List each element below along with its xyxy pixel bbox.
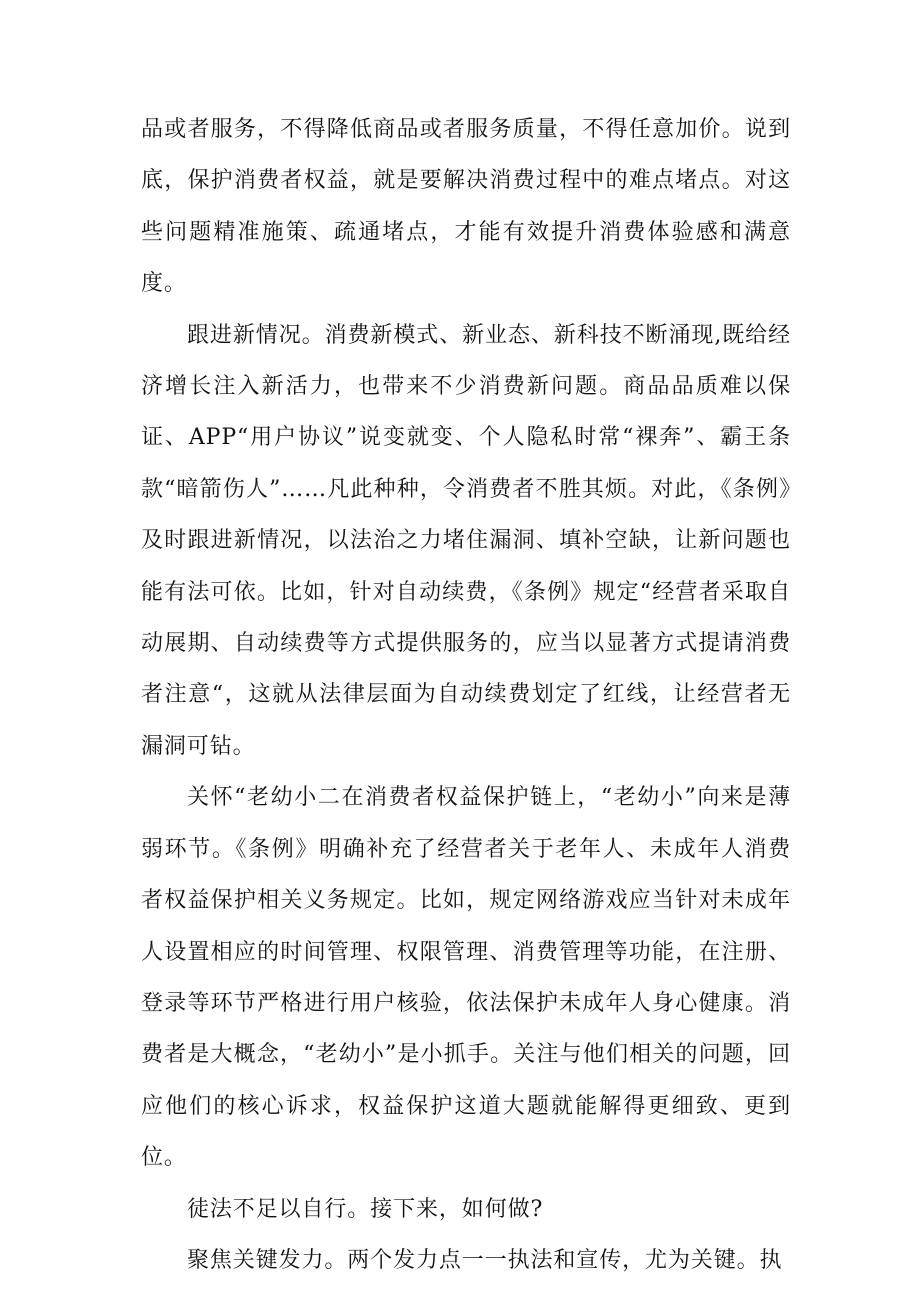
paragraph-law-alone-insufficient: 徒法不足以自行。接下来，如何做? (187, 1196, 544, 1222)
paragraph-care-for-elderly-and-young: 关怀“老幼小二在消费者权益保护链上，“老幼小”向来是薄弱环节。《条例》明确补充了经营者关于老年人、未成年人消费者权益保护相关义务规定。比如，规定网络游戏应当针对未成年人设置相应的时间管理、权限管理、消费管理等功能，在注册、登录等环节严格进行用户核验，依法保护未成年人身心健康。消费者是大概念，“老幼小”是小抓手。关注与他们相关的问题，回应他们的核心诉求，权益保护这道大题就能解得更细致、更到位。 (141, 785, 791, 1171)
document-body (141, 104, 791, 1286)
paragraph-continuation: 品或者服务，不得降低商品或者服务质量，不得任意加价。说到底，保护消费者权益，就是要解决消费过程中的难点堵点。对这些问题精准施策、疏通堵点，才能有效提升消费体验感和满意度。 (141, 117, 791, 297)
paragraph-focus-key-efforts: 聚焦关键发力。两个发力点一一执法和宣传，尤为关键。执 (187, 1247, 783, 1273)
paragraph-follow-new-situations: 跟进新情况。消费新模式、新业态、新科技不断涌现,既给经济增长注入新活力，也带来不少消费新问题。商品品质难以保证、APP“用户协议”说变就变、个人隐私时常“裸奔”、霸王条款“暗箭伤人”……凡此种种，令消费者不胜其烦。对此，《条例》及时跟进新情况，以法治之力堵住漏洞、填补空缺，让新问题也能有法可依。比如，针对自动续费，《条例》规定“经营者采取自动展期、自动续费等方式提供服务的，应当以显著方式提请消费者注意“，这就从法律层面为自动续费划定了红线，让经营者无漏洞可钻。 (141, 322, 791, 759)
